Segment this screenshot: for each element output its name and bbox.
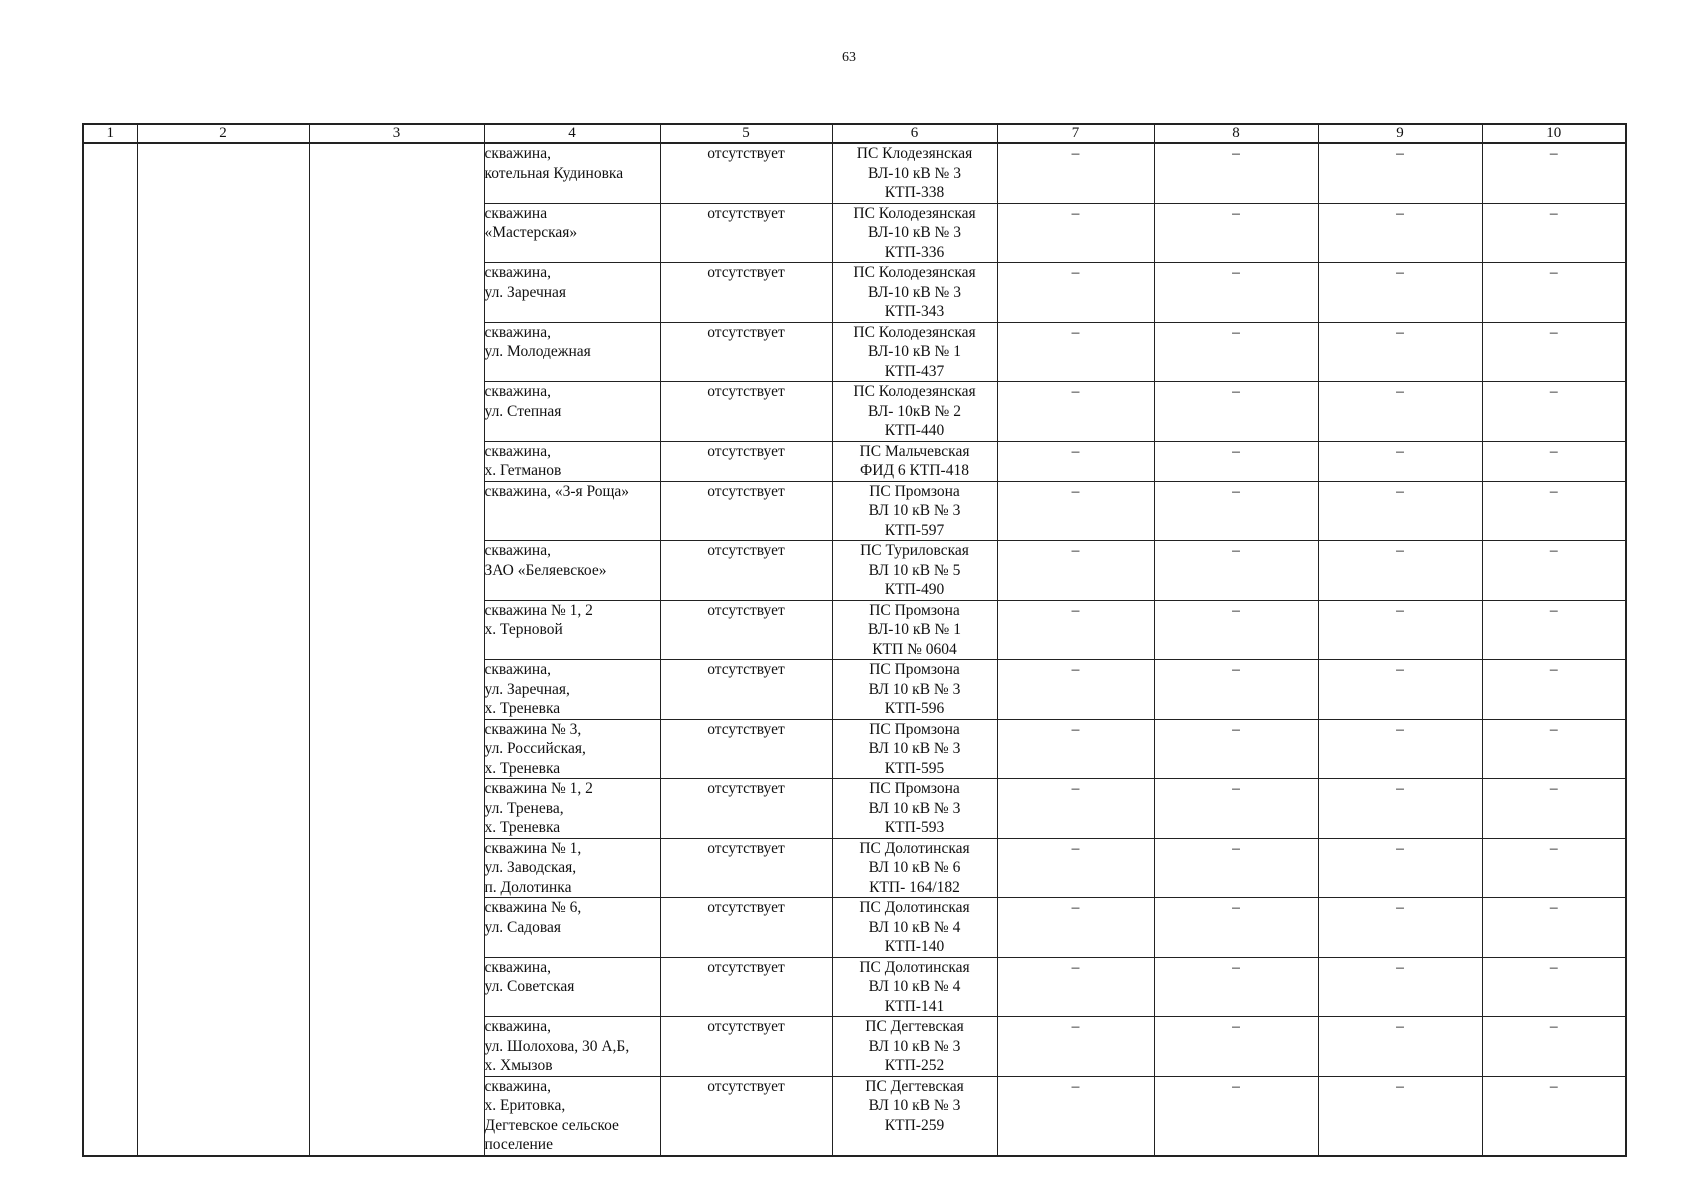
empty-cell-col-3 — [309, 143, 484, 1156]
dash-cell-c8: – — [1154, 1017, 1318, 1077]
cell-line: КТП-437 — [884, 362, 945, 380]
cell-line: ул. Российская, — [484, 740, 586, 757]
cell-line: ПС Колодезянская — [853, 264, 976, 281]
object-cell — [484, 660, 660, 720]
dash-cell-c10: – — [1482, 660, 1626, 720]
cell-line: ул. Молодежная — [484, 343, 591, 360]
object-cell — [484, 719, 660, 779]
object-cell — [484, 322, 660, 382]
dash-cell-c8: – — [1154, 481, 1318, 541]
dash-cell-c10: – — [1482, 382, 1626, 442]
power-source-cell — [832, 541, 997, 601]
dash-cell-c8: – — [1154, 203, 1318, 263]
cell-line: скважина, — [484, 1018, 551, 1035]
power-source-cell — [832, 660, 997, 720]
object-cell — [484, 898, 660, 958]
dash-cell-c7: – — [997, 541, 1154, 601]
cell-line: КТП-595 — [884, 759, 945, 777]
object-cell — [484, 143, 660, 203]
cell-line: ПС Промзона — [869, 720, 960, 738]
column-header-8: 8 — [1154, 124, 1318, 143]
cell-line: скважина, — [484, 958, 551, 976]
cell-line: п. Долотинка — [484, 878, 572, 896]
cell-line: ПС Долотинская — [859, 899, 970, 916]
dash-cell-c10: – — [1482, 1017, 1626, 1077]
object-cell — [484, 600, 660, 660]
dash-cell-c7: – — [997, 441, 1154, 481]
cell-line: ул. Заречная, — [484, 680, 570, 698]
power-source-cell — [832, 1017, 997, 1077]
cell-line: х. Хмызов — [484, 1057, 553, 1074]
dash-cell-c7: – — [997, 957, 1154, 1017]
cell-line: ПС Дегтевская — [865, 1077, 964, 1095]
cell-line: х. Еритовка, — [484, 1097, 566, 1114]
cell-line: ВЛ 10 кВ № 4 — [868, 918, 961, 936]
dash-cell-c7: – — [997, 143, 1154, 203]
dash-cell-c10: – — [1482, 322, 1626, 382]
cell-line: ВЛ-10 кВ № 3 — [868, 283, 961, 301]
dash-cell-c9: – — [1318, 779, 1482, 839]
cell-line: скважина, — [484, 542, 551, 559]
column-header-5: 5 — [660, 124, 832, 143]
dash-cell-c10: – — [1482, 1076, 1626, 1156]
cell-line: КТП-490 — [884, 581, 945, 598]
object-cell — [484, 541, 660, 601]
cell-line: ПС Колодезянская — [853, 204, 976, 222]
cell-line: ВЛ 10 кВ № 3 — [868, 680, 961, 698]
dash-cell-c10: – — [1482, 719, 1626, 779]
cell-line: ВЛ 10 кВ № 3 — [868, 1097, 961, 1114]
status-cell: отсутствует — [660, 957, 832, 1017]
object-cell — [484, 1017, 660, 1077]
column-number-row — [83, 124, 1626, 143]
power-source-cell — [832, 600, 997, 660]
cell-line: КТП-343 — [884, 303, 945, 320]
dash-cell-c8: – — [1154, 1076, 1318, 1156]
object-cell — [484, 481, 660, 541]
cell-line: ПС Промзона — [869, 601, 960, 619]
status-cell: отсутствует — [660, 600, 832, 660]
cell-line: ВЛ-10 кВ № 1 — [868, 621, 961, 638]
cell-line: ЗАО «Беляевское» — [484, 561, 607, 579]
data-table — [82, 123, 1627, 1157]
power-source-cell — [832, 719, 997, 779]
column-header-7: 7 — [997, 124, 1154, 143]
object-cell — [484, 1076, 660, 1156]
dash-cell-c9: – — [1318, 660, 1482, 720]
cell-line: КТП-336 — [884, 243, 945, 261]
status-cell: отсутствует — [660, 263, 832, 323]
cell-line: х. Треневка — [484, 819, 561, 836]
cell-line: КТП-440 — [884, 422, 945, 439]
cell-line: ул. Тренева, — [484, 799, 564, 817]
cell-line: скважина, — [484, 264, 551, 281]
table-body — [83, 143, 1626, 1156]
status-cell: отсутствует — [660, 1076, 832, 1156]
cell-line: ВЛ-10 кВ № 3 — [868, 164, 961, 182]
power-source-cell — [832, 838, 997, 898]
status-cell: отсутствует — [660, 838, 832, 898]
cell-line: скважина, — [484, 442, 551, 460]
cell-line: ВЛ 10 кВ № 6 — [868, 859, 961, 876]
dash-cell-c7: – — [997, 779, 1154, 839]
cell-line: скважина, «3-я Роща» — [484, 482, 630, 500]
power-source-cell — [832, 441, 997, 481]
empty-cell-col-1 — [83, 143, 137, 1156]
cell-line: скважина, — [484, 145, 551, 162]
power-source-cell — [832, 898, 997, 958]
dash-cell-c9: – — [1318, 143, 1482, 203]
cell-line: скважина, — [484, 661, 551, 678]
cell-line: ПС Клодезянская — [856, 145, 973, 162]
cell-line: ПС Промзона — [869, 482, 960, 500]
dash-cell-c8: – — [1154, 957, 1318, 1017]
power-source-cell — [832, 779, 997, 839]
column-header-2: 2 — [137, 124, 309, 143]
dash-cell-c9: – — [1318, 382, 1482, 442]
status-cell: отсутствует — [660, 441, 832, 481]
cell-line: ВЛ 10 кВ № 3 — [868, 1037, 961, 1055]
dash-cell-c8: – — [1154, 441, 1318, 481]
dash-cell-c7: – — [997, 660, 1154, 720]
column-header-4: 4 — [484, 124, 660, 143]
column-header-9: 9 — [1318, 124, 1482, 143]
dash-cell-c10: – — [1482, 203, 1626, 263]
status-cell: отсутствует — [660, 898, 832, 958]
cell-line: ПС Туриловская — [860, 542, 969, 559]
column-header-10: 10 — [1482, 124, 1626, 143]
empty-cell-col-2 — [137, 143, 309, 1156]
power-source-cell — [832, 322, 997, 382]
cell-line: КТП-593 — [884, 819, 945, 836]
power-source-cell — [832, 1076, 997, 1156]
dash-cell-c9: – — [1318, 1076, 1482, 1156]
dash-cell-c8: – — [1154, 600, 1318, 660]
dash-cell-c9: – — [1318, 263, 1482, 323]
cell-line: ПС Промзона — [869, 780, 960, 797]
dash-cell-c10: – — [1482, 957, 1626, 1017]
dash-cell-c10: – — [1482, 898, 1626, 958]
dash-cell-c9: – — [1318, 203, 1482, 263]
cell-line: КТП-252 — [884, 1057, 945, 1074]
cell-line: ПС Колодезянская — [853, 383, 976, 400]
cell-line: ВЛ- 10кВ № 2 — [868, 402, 961, 420]
object-cell — [484, 203, 660, 263]
dash-cell-c7: – — [997, 203, 1154, 263]
dash-cell-c10: – — [1482, 263, 1626, 323]
object-cell — [484, 779, 660, 839]
object-cell — [484, 838, 660, 898]
cell-line: х. Треневка — [484, 759, 561, 777]
dash-cell-c9: – — [1318, 481, 1482, 541]
cell-line: ПС Дегтевская — [865, 1018, 964, 1035]
cell-line: ул. Шолохова, 30 А,Б, — [484, 1037, 630, 1055]
column-header-6: 6 — [832, 124, 997, 143]
cell-line: скважина № 3, — [484, 720, 582, 738]
dash-cell-c10: – — [1482, 481, 1626, 541]
dash-cell-c9: – — [1318, 600, 1482, 660]
cell-line: скважина, — [484, 323, 551, 341]
power-source-cell — [832, 382, 997, 442]
cell-line: ПС Долотинская — [859, 839, 970, 857]
dash-cell-c8: – — [1154, 143, 1318, 203]
cell-line: «Мастерская» — [484, 224, 578, 241]
dash-cell-c9: – — [1318, 441, 1482, 481]
dash-cell-c7: – — [997, 600, 1154, 660]
cell-line: поселение — [484, 1136, 553, 1153]
cell-line: скважина, — [484, 1077, 551, 1095]
dash-cell-c7: – — [997, 382, 1154, 442]
status-cell: отсутствует — [660, 541, 832, 601]
cell-line: КТП-597 — [884, 521, 945, 539]
dash-cell-c9: – — [1318, 957, 1482, 1017]
cell-line: ул. Заречная — [484, 283, 567, 301]
dash-cell-c7: – — [997, 322, 1154, 382]
cell-line: ВЛ 10 кВ № 5 — [868, 561, 961, 579]
power-source-cell — [832, 481, 997, 541]
cell-line: ПС Долотинская — [859, 958, 970, 976]
status-cell: отсутствует — [660, 719, 832, 779]
dash-cell-c8: – — [1154, 382, 1318, 442]
cell-line: КТП-140 — [884, 938, 945, 955]
dash-cell-c10: – — [1482, 441, 1626, 481]
power-source-cell — [832, 263, 997, 323]
dash-cell-c8: – — [1154, 322, 1318, 382]
cell-line: х. Треневка — [484, 700, 561, 717]
dash-cell-c10: – — [1482, 600, 1626, 660]
dash-cell-c7: – — [997, 838, 1154, 898]
table-row — [83, 143, 1626, 203]
cell-line: ВЛ 10 кВ № 3 — [868, 799, 961, 817]
dash-cell-c7: – — [997, 481, 1154, 541]
status-cell: отсутствует — [660, 203, 832, 263]
cell-line: КТП-596 — [884, 700, 945, 717]
dash-cell-c9: – — [1318, 322, 1482, 382]
dash-cell-c7: – — [997, 1017, 1154, 1077]
cell-line: ПС Колодезянская — [853, 323, 976, 341]
cell-line: ВЛ 10 кВ № 3 — [868, 740, 961, 757]
object-cell — [484, 441, 660, 481]
cell-line: скважина — [484, 204, 548, 222]
dash-cell-c9: – — [1318, 838, 1482, 898]
status-cell: отсутствует — [660, 481, 832, 541]
object-cell — [484, 263, 660, 323]
cell-line: скважина № 6, — [484, 899, 582, 916]
dash-cell-c7: – — [997, 263, 1154, 323]
column-header-1: 1 — [83, 124, 137, 143]
dash-cell-c8: – — [1154, 660, 1318, 720]
dash-cell-c10: – — [1482, 143, 1626, 203]
dash-cell-c7: – — [997, 719, 1154, 779]
dash-cell-c9: – — [1318, 719, 1482, 779]
cell-line: ПС Промзона — [869, 661, 960, 678]
cell-line: ул. Садовая — [484, 918, 562, 936]
cell-line: КТП-141 — [884, 997, 945, 1015]
status-cell: отсутствует — [660, 1017, 832, 1077]
dash-cell-c9: – — [1318, 898, 1482, 958]
cell-line: ул. Заводская, — [484, 859, 577, 876]
cell-line: скважина № 1, 2 — [484, 780, 593, 797]
cell-line: котельная Кудиновка — [484, 164, 624, 182]
dash-cell-c9: – — [1318, 541, 1482, 601]
cell-line: ВЛ-10 кВ № 3 — [868, 224, 961, 241]
dash-cell-c8: – — [1154, 719, 1318, 779]
dash-cell-c8: – — [1154, 779, 1318, 839]
status-cell: отсутствует — [660, 779, 832, 839]
dash-cell-c10: – — [1482, 779, 1626, 839]
cell-line: Дегтевское сельское — [484, 1116, 619, 1134]
cell-line: КТП-338 — [884, 184, 945, 201]
status-cell: отсутствует — [660, 143, 832, 203]
cell-line: скважина № 1, — [484, 839, 582, 857]
cell-line: х. Терновой — [484, 621, 563, 638]
cell-line: ПС Мальчевская — [859, 442, 970, 460]
cell-line: ВЛ-10 кВ № 1 — [868, 343, 961, 360]
object-cell — [484, 382, 660, 442]
cell-line: КТП № 0604 — [872, 640, 957, 658]
power-source-cell — [832, 203, 997, 263]
cell-line: ул. Степная — [484, 402, 562, 420]
dash-cell-c10: – — [1482, 541, 1626, 601]
dash-cell-c7: – — [997, 898, 1154, 958]
dash-cell-c8: – — [1154, 838, 1318, 898]
power-source-cell — [832, 957, 997, 1017]
cell-line: скважина № 1, 2 — [484, 601, 593, 619]
dash-cell-c9: – — [1318, 1017, 1482, 1077]
cell-line: ВЛ 10 кВ № 3 — [868, 502, 961, 519]
dash-cell-c8: – — [1154, 263, 1318, 323]
object-cell — [484, 957, 660, 1017]
page-number: 63 — [842, 50, 856, 65]
cell-line: ул. Советская — [484, 978, 575, 995]
cell-line: х. Гетманов — [484, 462, 562, 479]
status-cell: отсутствует — [660, 382, 832, 442]
cell-line: ФИД 6 КТП-418 — [860, 462, 969, 479]
dash-cell-c8: – — [1154, 898, 1318, 958]
dash-cell-c10: – — [1482, 838, 1626, 898]
status-cell: отсутствует — [660, 660, 832, 720]
cell-line: ВЛ 10 кВ № 4 — [868, 978, 961, 995]
status-cell: отсутствует — [660, 322, 832, 382]
cell-line: КТП- 164/182 — [869, 878, 960, 896]
power-source-cell — [832, 143, 997, 203]
cell-line: скважина, — [484, 383, 551, 400]
dash-cell-c7: – — [997, 1076, 1154, 1156]
dash-cell-c8: – — [1154, 541, 1318, 601]
column-header-3: 3 — [309, 124, 484, 143]
cell-line: КТП-259 — [884, 1116, 945, 1134]
